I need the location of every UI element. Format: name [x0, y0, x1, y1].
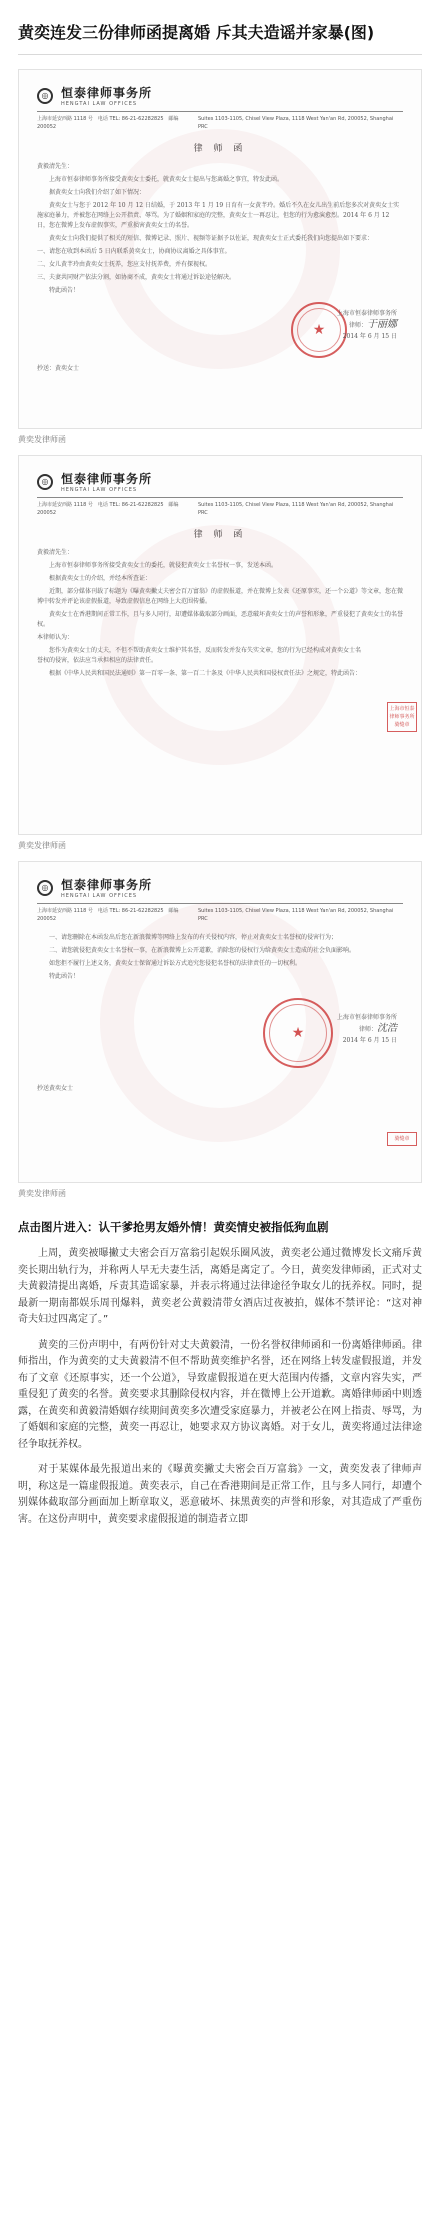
letterhead: [37, 470, 403, 493]
letter-paragraph: 特此函告！: [49, 287, 80, 294]
letter-greeting: 黄毅清先生：: [37, 549, 74, 556]
letterhead: [37, 84, 403, 107]
letter-paragraph: 三、夫妻共同财产依法分割，如协商不成，黄奕女士将通过诉讼途径解决。: [37, 274, 236, 281]
related-link[interactable]: 点击图片进入：认干爹抢男友婚外情！黄奕情史被指低狗血剧: [18, 1220, 329, 1234]
image-caption: 黄奕发律师函: [18, 435, 66, 444]
contact-cn: 上海市延安西路 1118 号 电话 TEL: 86-21-62282825 邮编 200052: [37, 502, 179, 516]
image-caption: 黄奕发律师函: [18, 841, 66, 850]
contact-en: Suites 1103-1105, Chisel View Plaza, 1118 West Yan'an Rd, 200052, Shanghai PRC: [197, 502, 394, 516]
article-paragraph: 黄奕的三份声明中，有两份针对丈夫黄毅清，一份名誉权律师函和一份离婚律师函。律师指出，作为黄奕的丈夫黄毅清不但不帮助黄奕维护名誉，还在网络上转发虚假报道，并发布了文章《还原事实，还一个公道》，导致虚假报道在更大范围内传播，文章内容失实，严重侵犯了黄奕的名誉。黄奕要求其删除侵权内容，并在微博上公开道歉。离婚律师函中则透露，在黄奕和黄毅清婚姻存续期间黄奕多次遭受家庭暴力，并被老公在网上指责、辱骂，为了婚姻和家庭的完整，黄奕一再忍让，她要求双方协议离婚。对于女儿，黄奕将通过法律途径争取抚养权。: [18, 1339, 422, 1450]
contact-en: Suites 1103-1105, Chisel View Plaza, 1118 West Yan'an Rd, 200052, Shanghai PRC: [197, 908, 394, 922]
letter-paragraph: 上海市恒泰律师事务所接受黄奕女士委托，就黄奕女士提出与您离婚之事宜，特发此函。: [49, 176, 284, 183]
letter-cc: 抄送：黄奕女士: [37, 365, 80, 372]
firm-logo-icon: ◎: [37, 88, 53, 104]
firm-name-en: HENGTAI LAW OFFICES: [61, 487, 138, 493]
contact-en: Suites 1103-1105, Chisel View Plaza, 1118 West Yan'an Rd, 200052, Shanghai PRC: [197, 116, 394, 130]
article-paragraph: 上周，黄奕被曝撇丈夫密会百万富翁引起娱乐圈风波，黄奕老公通过微博发长文痛斥黄奕长期出轨行为，并称两人早无夫妻生活，离婚是离定了。今日，黄奕发律师函，正式对丈夫黄毅清提出离婚，斥责其造谣家暴，并表示将通过法律途径争取女儿的抚养权。同时，提最新一期南都娱乐周刊爆料，黄奕老公黄毅清带女酒店过夜被拍，媒体不禁评论：“这对神奇夫妇过四离定了。”: [18, 1248, 422, 1325]
letter-paragraph: 据黄奕女士向我们介绍了如下情况：: [49, 189, 146, 196]
firm-name: 恒泰律师事务所: [61, 86, 153, 100]
article-body: [0, 1209, 440, 1528]
firm-name-en: HENGTAI LAW OFFICES: [61, 101, 138, 107]
letterhead-contacts: [37, 497, 403, 517]
red-seal: ★: [291, 302, 347, 358]
letter-paragraph: 一、请您删除在本函发出后您在新浪微博等网络上发布的有关侵权内容，停止对黄奕女士名誉权的侵害行为；: [49, 934, 338, 941]
letter-paragraph: 二、请您就侵犯黄奕女士名誉权一事，在新浪微博上公开道歉，消除您的侵权行为给黄奕女士造成的社会负面影响。: [49, 947, 356, 954]
letter-paragraph: 您作为黄奕女士的丈夫，不但不帮助黄奕女士维护其名誉，反而转发并发布失实文章，您的行为已经构成对黄奕女士名誉权的侵害，依法应当承担相应的法律责任。: [37, 647, 362, 664]
letter-paragraph: 根据黄奕女士的介绍，并经本所查证：: [49, 575, 152, 582]
letter-image-3[interactable]: [18, 861, 422, 1183]
red-seal: ★: [263, 998, 333, 1068]
signature-role: 律师：: [348, 322, 367, 329]
letterhead-contacts: [37, 111, 403, 131]
letter-paragraph: 如您拒不履行上述义务，黄奕女士保留通过诉讼方式追究您侵犯名誉权的法律责任的一切权利。: [49, 960, 302, 967]
firm-logo-icon: ◎: [37, 880, 53, 896]
contact-cn: 上海市延安西路 1118 号 电话 TEL: 86-21-62282825 邮编 200052: [37, 908, 179, 922]
page-title: 黄奕连发三份律师函提离婚 斥其夫造谣并家暴(图): [18, 23, 375, 42]
letter-paragraph: 黄奕女士向我们提供了相关的短信、微博记录、照片、视频等证据予以佐证，现黄奕女士正式委托我们向您提出如下要求：: [49, 235, 374, 242]
contact-cn: 上海市延安西路 1118 号 电话 TEL: 86-21-62282825 邮编 200052: [37, 116, 179, 130]
letter-heading: 律 师 函: [193, 530, 247, 540]
letter-paragraph: 二、女儿黄芊玲由黄奕女士抚养，您应支付抚养费，并有探视权。: [37, 261, 212, 268]
firm-name-en: HENGTAI LAW OFFICES: [61, 893, 138, 899]
article-paragraph: 对于某媒体最先报道出来的《曝黄奕撇丈夫密会百万富翁》一文，黄奕发表了律师声明，称这是一篇虚假报道。黄奕表示，自己在香港期间是正常工作，且与多人同行，却遭个别媒体截取部分画面加上断章取义，恶意破坏、抹黑黄奕的声誉和形象，对其造成了严重伤害。在这份声明中，黄奕要求虚假报道的制造者立即: [18, 1464, 422, 1525]
letter-date: 2014 年 6 月 15 日: [342, 1037, 397, 1044]
letter-paragraph: 本律师认为：: [37, 634, 74, 641]
firm-name: 恒泰律师事务所: [61, 878, 153, 892]
firm-logo-icon: ◎: [37, 474, 53, 490]
letter-date: 2014 年 6 月 15 日: [342, 333, 397, 340]
signature-block: [37, 302, 403, 364]
letter-paragraph: 特此函告！: [49, 973, 80, 980]
signature-org: 上海市恒泰律师事务所: [336, 310, 397, 317]
signature-block: [37, 988, 403, 1084]
letter-image-1[interactable]: [18, 69, 422, 429]
letter-paragraph: 根据《中华人民共和国民法通则》第一百零一条、第一百二十条及《中华人民共和国侵权责任法》之规定，特此函告：: [49, 670, 362, 677]
stamp-box: 上海市恒泰律师事务所 骑缝章: [387, 702, 417, 732]
letter-paragraph: 近期，部分媒体刊载了标题为《曝黄奕撇丈夫密会百万富翁》的虚假报道，并在微博上发表《还原事实，还一个公道》等文章，您在微博中转发并评论该虚假报道，导致虚假信息在网络上大范围传播。: [37, 588, 404, 605]
letterhead: [37, 876, 403, 899]
letter-heading: 律 师 函: [193, 144, 247, 154]
signature-org: 上海市恒泰律师事务所: [336, 1014, 397, 1021]
letter-image-2[interactable]: [18, 455, 422, 835]
handwritten-signature: 于丽娜: [367, 319, 397, 330]
letter-paragraph: 上海市恒泰律师事务所接受黄奕女士的委托，就侵犯黄奕女士名誉权一事，发送本函。: [49, 562, 278, 569]
firm-name: 恒泰律师事务所: [61, 472, 153, 486]
watermark-logo: [100, 525, 340, 765]
letter-greeting: 黄毅清先生：: [37, 163, 74, 170]
stamp-box: 骑缝章: [387, 1132, 417, 1146]
letter-paragraph: 黄奕女士与您于 2012 年 10 月 12 日结婚，于 2013 年 1 月 19 日育有一女黄芊玲。婚后不久在女儿出生前后您多次对黄奕女士实施家庭暴力，并被您在网络上公开指责、辱骂。为了婚姻和家庭的完整，黄奕女士一再忍让，但您的行为愈演愈烈。2014 年 6 月 12 日，您在微博上发布虚假事实，严重损害黄奕女士的名誉。: [37, 202, 400, 229]
image-caption: 黄奕发律师函: [18, 1189, 66, 1198]
letter-paragraph: 黄奕女士在香港期间正常工作，且与多人同行，却遭媒体截取部分画面，恶意破坏黄奕女士的声誉和形象，严重侵犯了黄奕女士的名誉权。: [37, 611, 404, 628]
handwritten-signature: 沈浩: [377, 1023, 397, 1034]
letter-cc: 抄送黄奕女士: [37, 1085, 74, 1092]
letter-paragraph: 一、请您在收到本函后 5 日内联系黄奕女士，协商协议离婚之具体事宜。: [37, 248, 231, 255]
title-divider: [18, 54, 422, 55]
signature-role: 律师：: [358, 1026, 377, 1033]
